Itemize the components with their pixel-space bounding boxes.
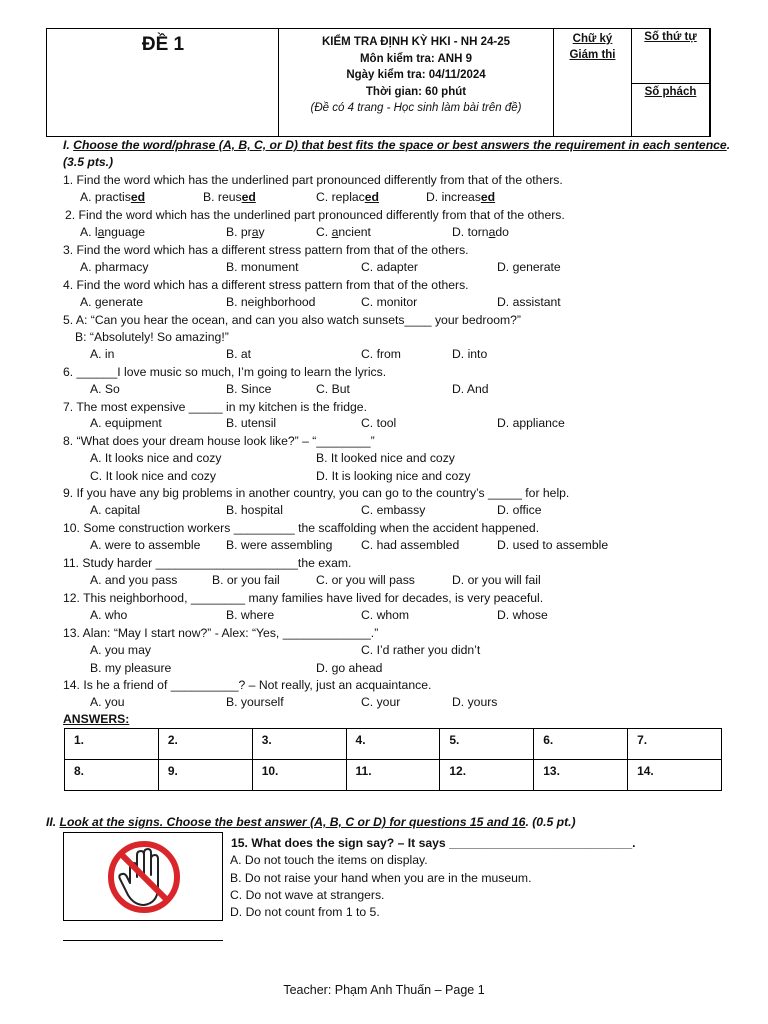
q8-option-c: C. It look nice and cozy	[90, 469, 216, 483]
q9-option-d: D. office	[497, 503, 542, 517]
exam-header-table	[46, 28, 711, 137]
section1-points: (3.5 pts.)	[63, 155, 114, 169]
question-10: 10. Some construction workers _________ the scaffolding when the accident happened.	[63, 521, 540, 535]
q4-option-d: D. assistant	[497, 295, 561, 309]
answer-cell[interactable]: 13.	[534, 760, 628, 791]
q8-option-d: D. It is looking nice and cozy	[316, 469, 471, 483]
answers-row-1	[65, 729, 722, 760]
answer-cell[interactable]: 7.	[628, 729, 722, 760]
q15-option-a: A. Do not touch the items on display.	[230, 853, 428, 867]
q5-option-c: C. from	[361, 347, 401, 361]
q6-option-c: C. But	[316, 382, 350, 396]
q13-option-d: D. go ahead	[316, 661, 383, 675]
q7-option-c: C. tool	[361, 416, 397, 430]
question-4: 4. Find the word which has a different stress pattern from that of the others.	[63, 278, 469, 292]
q10-option-a: A. were to assemble	[90, 538, 201, 552]
answer-cell[interactable]: 9.	[158, 760, 252, 791]
answers-row-2	[65, 760, 722, 791]
q3-option-d: D. generate	[497, 260, 561, 274]
answer-cell[interactable]: 1.	[65, 729, 159, 760]
answers-table	[64, 728, 722, 791]
exam-subject: Môn kiểm tra: ANH 9	[359, 52, 473, 65]
section2-instruction: Look at the signs. Choose the best answer (A, B, C or D) for questions 15 and 16	[59, 815, 526, 829]
q5-option-b: B. at	[226, 347, 252, 361]
question-3: 3. Find the word which has a different stress pattern from that of the others.	[63, 243, 469, 257]
q10-option-d: D. used to assemble	[497, 538, 609, 552]
signature-label-1: Chữ ký	[572, 33, 613, 45]
q1-option-d: D. increased	[426, 190, 496, 204]
answer-cell[interactable]: 4.	[346, 729, 440, 760]
question-8: 8. “What does your dream house look like?” – “________”	[63, 434, 375, 448]
q3-option-c: C. adapter	[361, 260, 418, 274]
q5-option-d: D. into	[452, 347, 488, 361]
question-12: 12. This neighborhood, ________ many families have lived for decades, is very peaceful.	[63, 591, 544, 605]
exam-label-cell	[47, 29, 279, 136]
answer-cell[interactable]: 11.	[346, 760, 440, 791]
exam-title: KIỂM TRA ĐỊNH KỲ HKI - NH 24-25	[321, 36, 511, 48]
question-1: 1. Find the word which has the underlined part pronounced differently from that of the others.	[63, 173, 563, 187]
section1-heading	[63, 138, 730, 153]
order-code-cell	[632, 29, 710, 136]
question-15: 15. What does the sign say? – It says ___________________________.	[231, 836, 636, 850]
question-5: 5. A: “Can you hear the ocean, and can you also watch sunsets____ your bedroom?”	[63, 313, 521, 327]
q13-option-a: A. you may	[90, 643, 151, 657]
exam-date: Ngày kiểm tra: 04/11/2024	[346, 69, 486, 81]
exam-info-cell	[279, 29, 554, 136]
q3-option-b: B. monument	[226, 260, 299, 274]
q2-option-d: D. tornado	[452, 225, 509, 239]
question-13: 13. Alan: “May I start now?” - Alex: “Yes, _____________.”	[63, 626, 379, 640]
signature-label-2: Giám thi	[569, 49, 616, 61]
question-2: 2. Find the word which has the underlined part pronounced differently from that of the others.	[65, 208, 565, 222]
exam-time: Thời gian: 60 phút	[365, 85, 467, 98]
q6-option-a: A. So	[90, 382, 120, 396]
answer-cell[interactable]: 6.	[534, 729, 628, 760]
question-14: 14. Is he a friend of __________? – Not really, just an acquaintance.	[63, 678, 432, 692]
q7-option-a: A. equipment	[90, 416, 162, 430]
code-label: Số phách	[644, 86, 697, 98]
question-5-b-line: B: “Absolutely! So amazing!”	[75, 330, 229, 344]
section2-heading: II. Look at the signs. Choose the best answer (A, B, C or D) for questions 15 and 16. (0.5 pt.)	[46, 815, 576, 829]
q2-option-a: A. language	[80, 225, 146, 239]
question-7: 7. The most expensive _____ in my kitchen is the fridge.	[63, 400, 367, 414]
q10-option-c: C. had assembled	[361, 538, 460, 552]
exam-note: (Đề có 4 trang - Học sinh làm bài trên đề)	[310, 102, 522, 114]
order-label: Số thứ tự	[644, 31, 697, 43]
q12-option-a: A. who	[90, 608, 128, 622]
q9-option-b: B. hospital	[226, 503, 283, 517]
exam-label: ĐỀ 1	[141, 34, 185, 55]
answer-line[interactable]	[63, 940, 223, 941]
q8-option-b: B. It looked nice and cozy	[316, 451, 455, 465]
q11-option-c: C. or you will pass	[316, 573, 415, 587]
answer-cell[interactable]: 2.	[158, 729, 252, 760]
q9-option-c: C. embassy	[361, 503, 426, 517]
q7-option-b: B. utensil	[226, 416, 277, 430]
q14-option-c: C. your	[361, 695, 401, 709]
answer-cell[interactable]: 5.	[440, 729, 534, 760]
q13-option-b: B. my pleasure	[90, 661, 172, 675]
answer-cell[interactable]: 14.	[628, 760, 722, 791]
sign-image-box	[63, 832, 223, 921]
q5-option-a: A. in	[90, 347, 115, 361]
q14-option-a: A. you	[90, 695, 125, 709]
q11-option-b: B. or you fail	[212, 573, 280, 587]
q2-option-b: B. pray	[226, 225, 265, 239]
q12-option-c: C. whom	[361, 608, 410, 622]
answer-cell[interactable]: 12.	[440, 760, 534, 791]
q1-option-c: C. replaced	[316, 190, 380, 204]
q15-option-b: B. Do not raise your hand when you are in the museum.	[230, 871, 532, 885]
question-11: 11. Study harder _____________________the exam.	[63, 556, 352, 570]
q6-option-d: D. And	[452, 382, 489, 396]
no-touch-sign-icon	[64, 833, 222, 920]
q13-option-c: C. I’d rather you didn’t	[361, 643, 481, 657]
q9-option-a: A. capital	[90, 503, 141, 517]
q4-option-c: C. monitor	[361, 295, 418, 309]
answer-cell[interactable]: 8.	[65, 760, 159, 791]
q1-option-b: B. reused	[203, 190, 256, 204]
q2-option-c: C. ancient	[316, 225, 371, 239]
question-9: 9. If you have any big problems in another country, you can go to the country’s _____ for help.	[63, 486, 570, 500]
q11-option-a: A. and you pass	[90, 573, 178, 587]
q15-option-d: D. Do not count from 1 to 5.	[230, 905, 380, 919]
q12-option-b: B. where	[226, 608, 275, 622]
q4-option-a: A. generate	[80, 295, 144, 309]
section1-dot: .	[726, 138, 731, 152]
answer-cell[interactable]: 10.	[252, 760, 346, 791]
q7-option-d: D. appliance	[497, 416, 565, 430]
q12-option-d: D. whose	[497, 608, 548, 622]
signature-cell	[554, 29, 632, 136]
q1-option-a: A. practised	[80, 190, 146, 204]
q4-option-b: B. neighborhood	[226, 295, 316, 309]
q6-option-b: B. Since	[226, 382, 272, 396]
page-footer: Teacher: Phạm Anh Thuấn – Page 1	[283, 983, 485, 997]
section1-prefix: I.	[63, 138, 74, 152]
q14-option-b: B. yourself	[226, 695, 284, 709]
question-6: 6. ______I love music so much, I’m going to learn the lyrics.	[63, 365, 387, 379]
q11-option-d: D. or you will fail	[452, 573, 541, 587]
q14-option-d: D. yours	[452, 695, 498, 709]
q8-option-a: A. It looks nice and cozy	[90, 451, 222, 465]
q10-option-b: B. were assembling	[226, 538, 333, 552]
answers-label: ANSWERS:	[63, 712, 130, 726]
answer-cell[interactable]: 3.	[252, 729, 346, 760]
q15-option-c: C. Do not wave at strangers.	[230, 888, 385, 902]
q3-option-a: A. pharmacy	[80, 260, 149, 274]
section1-instruction: Choose the word/phrase (A, B, C, or D) that best fits the space or best answers the requirement in each sentence	[73, 138, 727, 152]
